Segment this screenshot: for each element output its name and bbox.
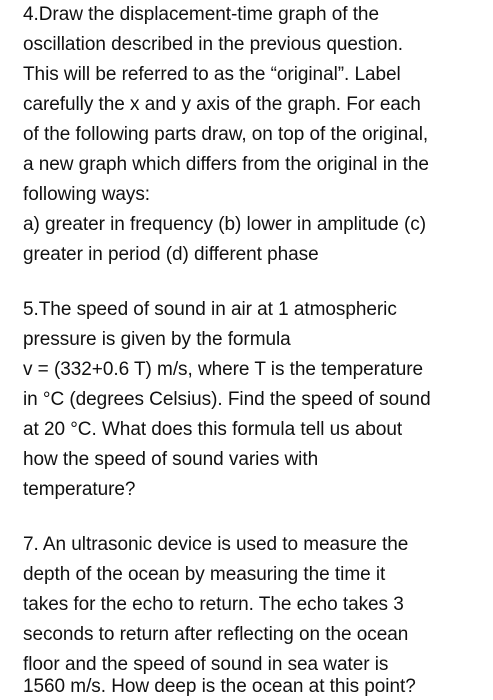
q5-line-4: in °C (degrees Celsius). Find the speed of sound [23, 389, 431, 410]
q4-line-9: greater in period (d) different phase [23, 244, 319, 265]
q4-line-5: of the following parts draw, on top of the original, [23, 124, 429, 145]
q7-line-3: takes for the echo to return. The echo takes 3 [23, 594, 404, 615]
q5-line-1: 5.The speed of sound in air at 1 atmospheric [23, 299, 397, 320]
q7-line-5: floor and the speed of sound in sea water is [23, 654, 389, 675]
q4-line-7: following ways: [23, 184, 151, 205]
q5-line-2: pressure is given by the formula [23, 329, 291, 350]
q5-line-7: temperature? [23, 479, 136, 500]
q5-line-3: v = (332+0.6 T) m/s, where T is the temperature [23, 359, 424, 380]
q5-line-6: how the speed of sound varies with [23, 449, 319, 470]
q4-line-4: carefully the x and y axis of the graph. For each [23, 94, 421, 115]
q4-line-3: This will be referred to as the “original”. Label [23, 64, 401, 85]
q7-line-6: 1560 m/s. How deep is the ocean at this point? [23, 676, 416, 697]
q5-line-5: at 20 °C. What does this formula tell us about [23, 419, 403, 440]
q4-line-2: oscillation described in the previous question. [23, 34, 403, 55]
q7-line-4: seconds to return after reflecting on the ocean [23, 624, 409, 645]
q7-line-1: 7. An ultrasonic device is used to measure the [23, 534, 409, 555]
q4-line-8: a) greater in frequency (b) lower in amplitude (c) [23, 214, 427, 235]
q7-line-2: depth of the ocean by measuring the time it [23, 564, 386, 585]
q4-line-6: a new graph which differs from the original in the [23, 154, 429, 175]
q4-line-1: 4.Draw the displacement-time graph of the [23, 4, 379, 25]
